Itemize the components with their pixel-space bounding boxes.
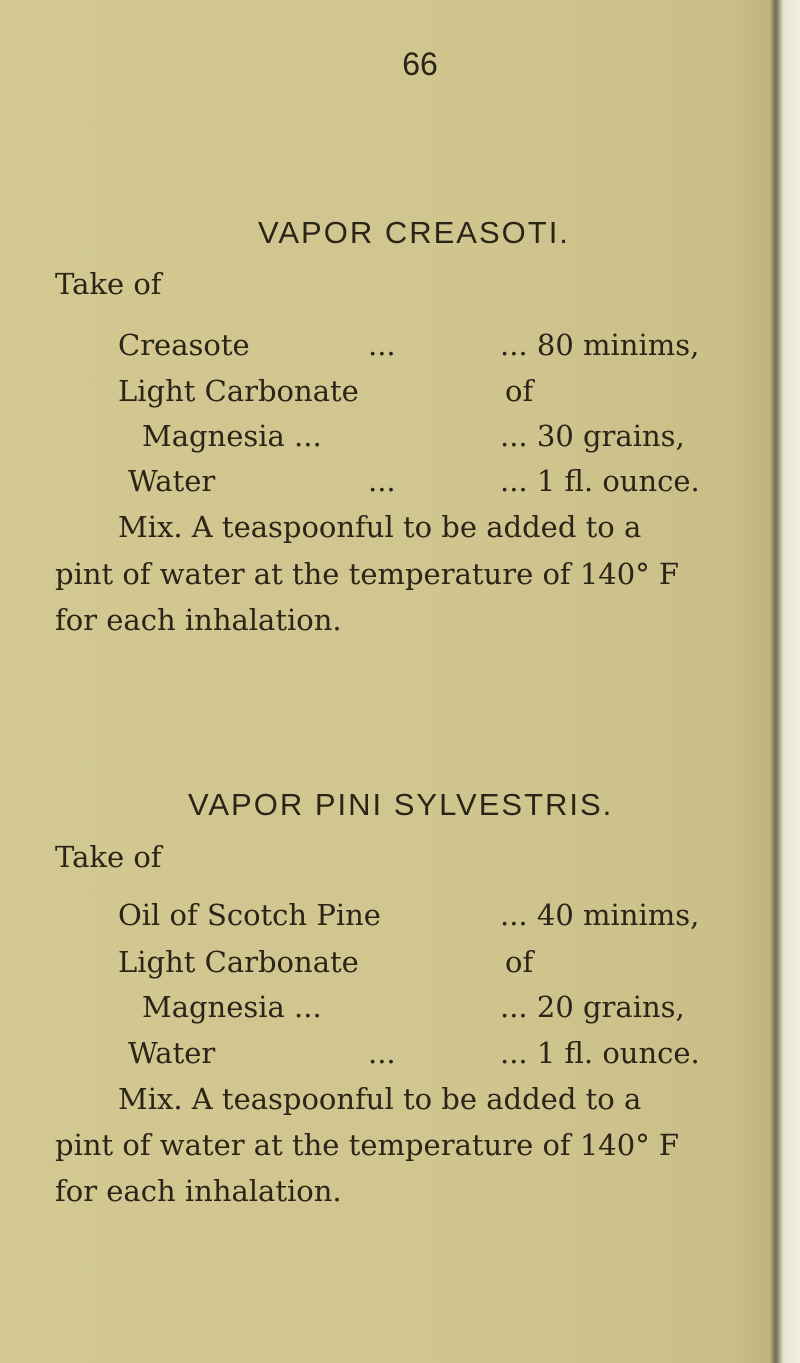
ingredient-amount: ... 80 minims, bbox=[500, 328, 700, 362]
section-heading: VAPOR PINI SYLVESTRIS. bbox=[188, 787, 614, 822]
ingredient-name: Water bbox=[128, 464, 216, 498]
ingredient-dots: ... bbox=[368, 464, 396, 498]
section-heading: VAPOR CREASOTI. bbox=[258, 215, 570, 250]
directions-line: for each inhalation. bbox=[55, 1174, 342, 1208]
ingredient-name: Light Carbonate bbox=[118, 945, 359, 979]
ingredient-dots: ... bbox=[368, 1036, 396, 1070]
ingredient-name: Oil of Scotch Pine bbox=[118, 898, 381, 932]
section-intro: Take of bbox=[55, 267, 162, 301]
section-intro: Take of bbox=[55, 840, 162, 874]
directions-line: for each inhalation. bbox=[55, 603, 342, 637]
page-edge bbox=[770, 0, 800, 1363]
ingredient-name: Light Carbonate bbox=[118, 374, 359, 408]
directions-line: pint of water at the temperature of 140° F bbox=[55, 557, 680, 591]
page-number: 66 bbox=[402, 46, 438, 82]
ingredient-name: Creasote bbox=[118, 328, 250, 362]
ingredient-amount: ... 1 fl. ounce. bbox=[500, 1036, 700, 1070]
ingredient-name: Magnesia ... bbox=[142, 419, 322, 453]
ingredient-dots: ... bbox=[368, 328, 396, 362]
directions-line: Mix. A teaspoonful to be added to a bbox=[118, 1082, 642, 1116]
ingredient-amount: ... 20 grains, bbox=[500, 990, 685, 1024]
ingredient-amount: of bbox=[505, 374, 534, 408]
ingredient-amount: ... 40 minims, bbox=[500, 898, 700, 932]
ingredient-name: Magnesia ... bbox=[142, 990, 322, 1024]
directions-line: Mix. A teaspoonful to be added to a bbox=[118, 510, 642, 544]
ingredient-name: Water bbox=[128, 1036, 216, 1070]
directions-line: pint of water at the temperature of 140° F bbox=[55, 1128, 680, 1162]
ingredient-amount: of bbox=[505, 945, 534, 979]
ingredient-amount: ... 1 fl. ounce. bbox=[500, 464, 700, 498]
ingredient-amount: ... 30 grains, bbox=[500, 419, 685, 453]
